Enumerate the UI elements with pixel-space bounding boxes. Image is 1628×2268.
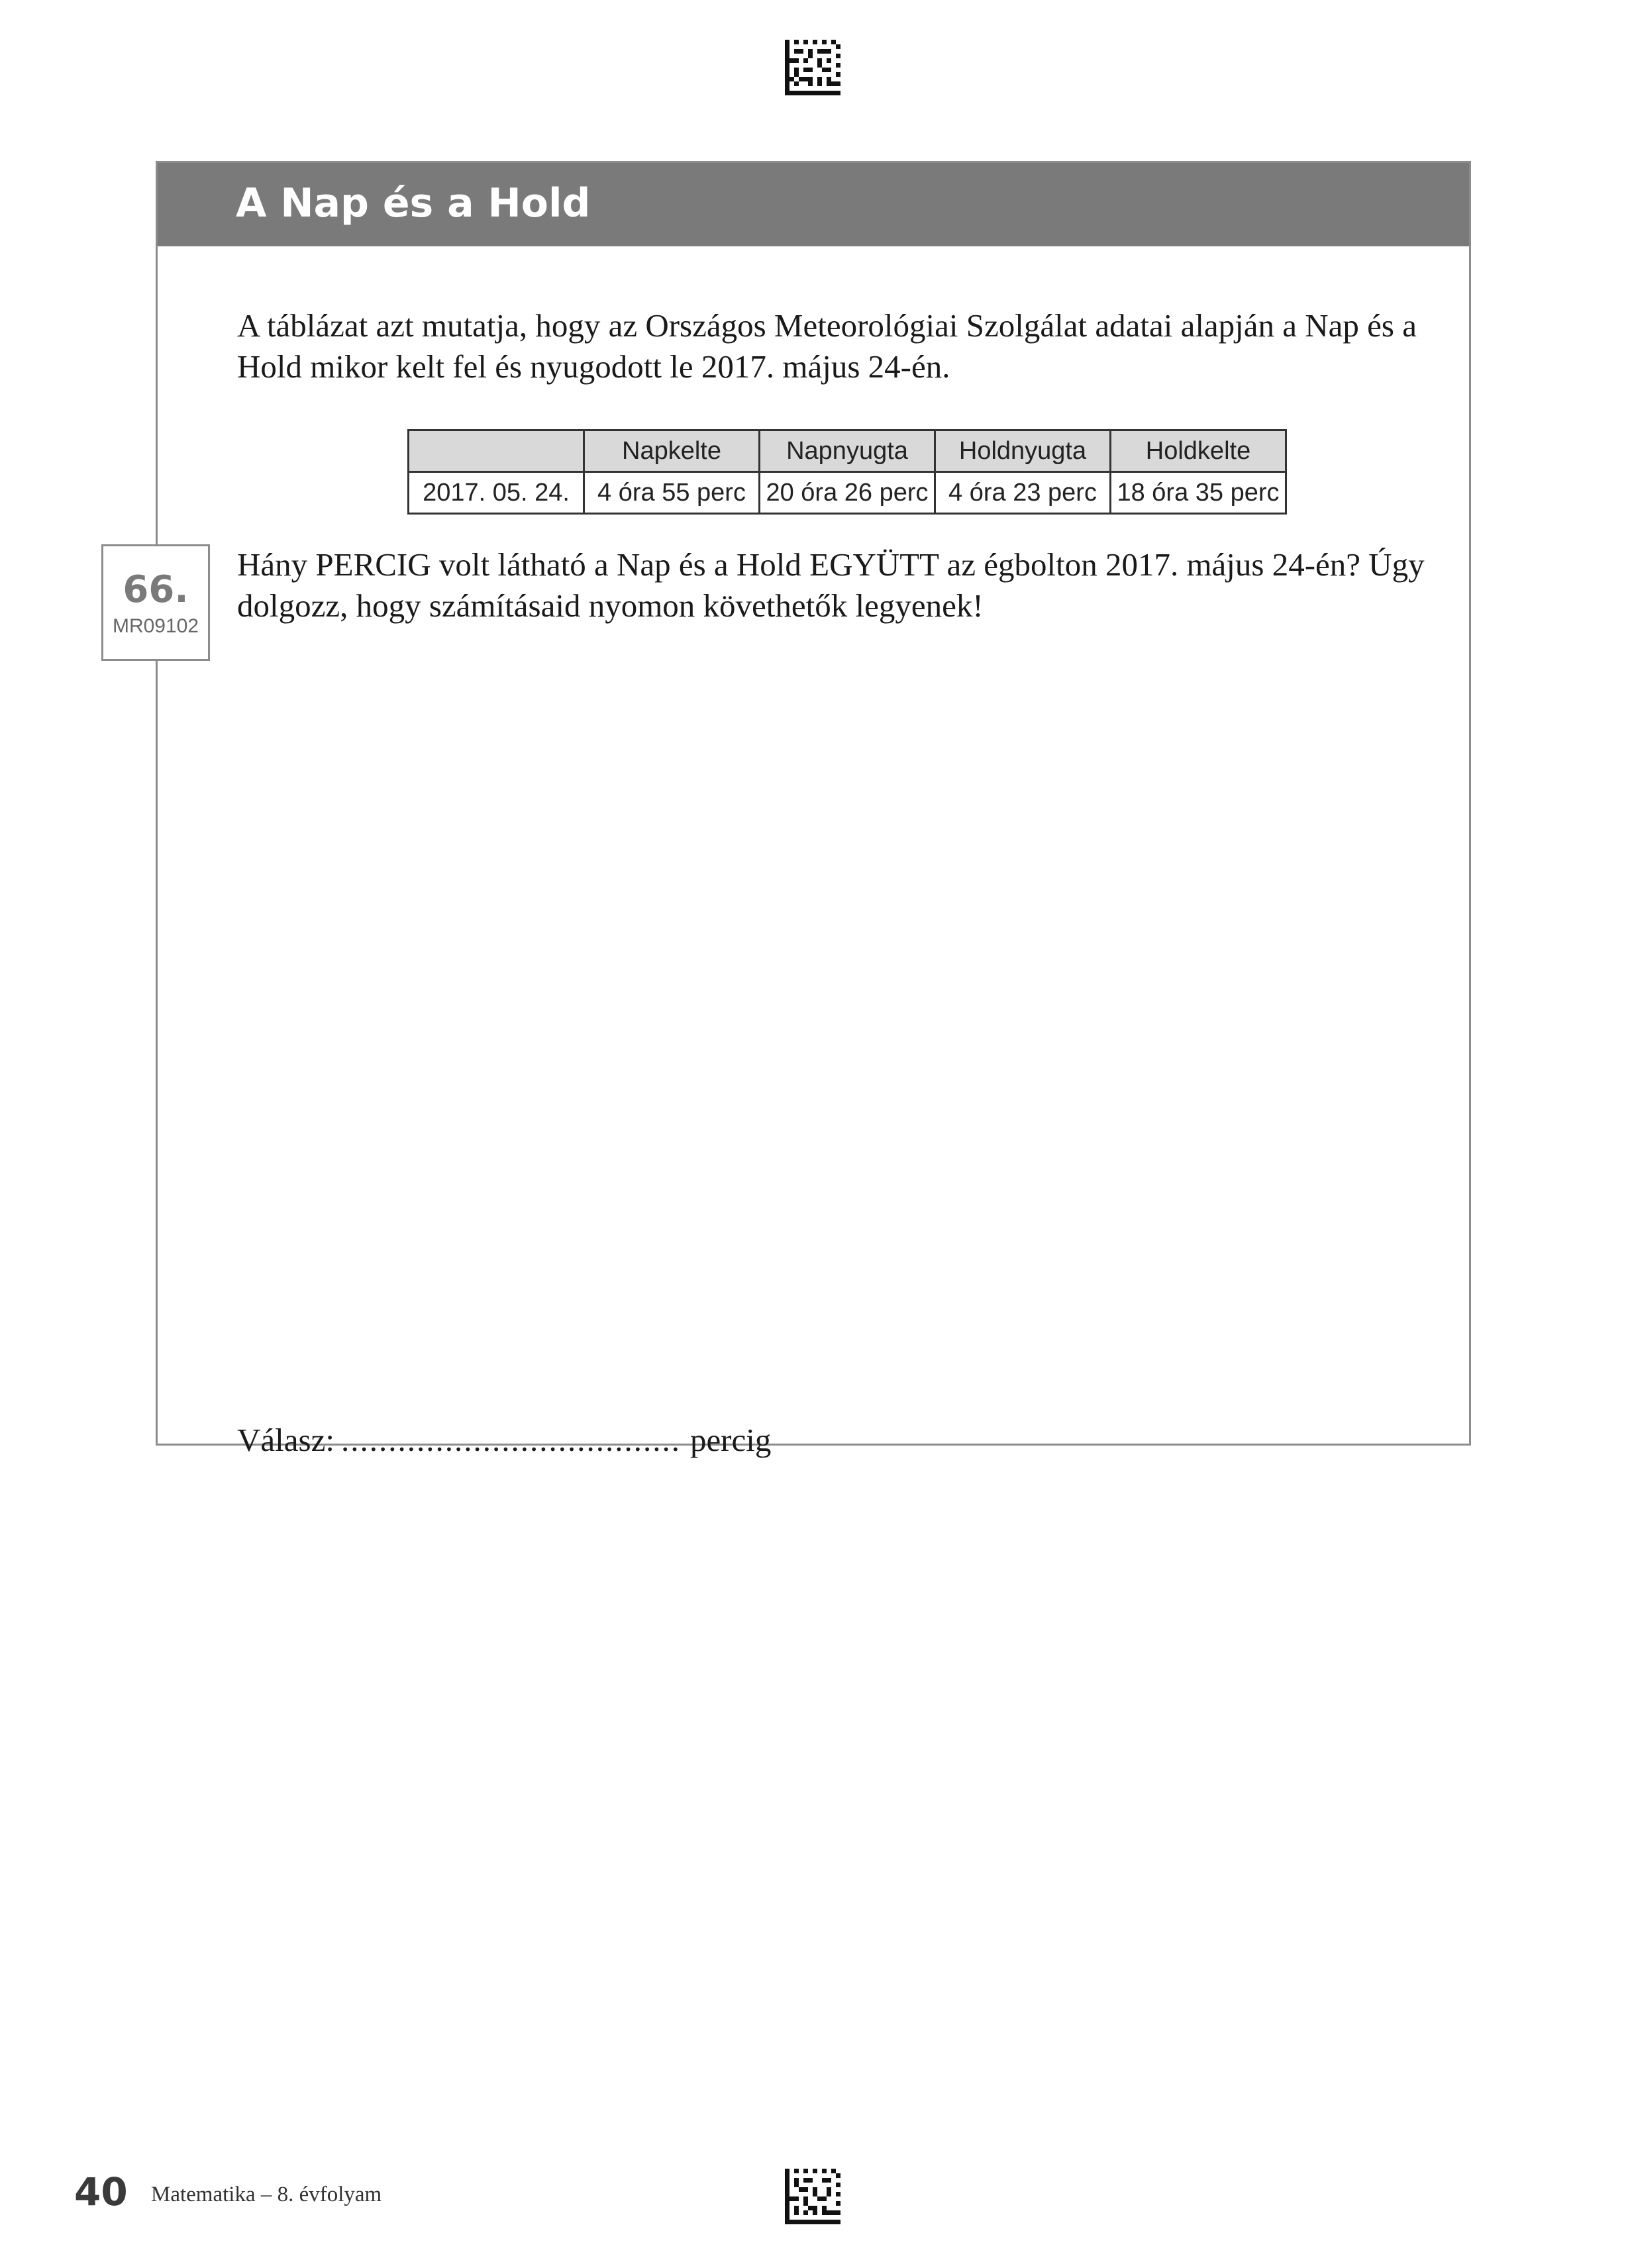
table-row	[409, 472, 1286, 514]
answer-blank[interactable]: ....................................	[340, 1422, 681, 1458]
task-title: A Nap és a Hold	[236, 180, 591, 226]
table-cell: 18 óra 35 perc	[1111, 472, 1286, 514]
task-header	[158, 163, 1469, 246]
task-number-badge	[101, 544, 210, 661]
table-header-cell: Holdnyugta	[935, 430, 1111, 472]
table-cell: 20 óra 26 perc	[760, 472, 935, 514]
task-number: 66.	[123, 568, 189, 611]
answer-unit: percig	[689, 1422, 772, 1458]
table-header-cell: Napnyugta	[760, 430, 935, 472]
datamatrix-code-icon	[785, 2169, 840, 2224]
task-code: MR09102	[112, 615, 199, 637]
table-header-cell: Holdkelte	[1111, 430, 1286, 472]
task-intro-text: A táblázat azt mutatja, hogy az Országos Meteorológiai Szolgálat adatai alapján a Nap és a Hold mikor kelt fel és nyugodott le 2017. május 24-én.	[237, 307, 1417, 385]
datamatrix-code-icon	[785, 40, 840, 95]
answer-line[interactable]	[237, 1421, 771, 1459]
page-number: 40	[74, 2169, 128, 2214]
table-cell: 4 óra 23 perc	[935, 472, 1111, 514]
task-box	[156, 161, 1471, 1458]
rise-set-table	[407, 429, 1287, 515]
table-cell: 4 óra 55 perc	[584, 472, 760, 514]
table-header-cell	[409, 430, 584, 472]
answer-label: Válasz:	[237, 1422, 334, 1458]
table-header-row	[409, 430, 1286, 472]
footer-subject: Matematika – 8. évfolyam	[151, 2183, 382, 2206]
task-question-text: Hány PERCIG volt látható a Nap és a Hold EGYÜTT az égbolton 2017. május 24-én? Úgy dolgozz, hogy számításaid nyomon követhetők legyenek!	[237, 546, 1425, 624]
table-header-cell: Napkelte	[584, 430, 760, 472]
table-cell-date: 2017. 05. 24.	[409, 472, 584, 514]
